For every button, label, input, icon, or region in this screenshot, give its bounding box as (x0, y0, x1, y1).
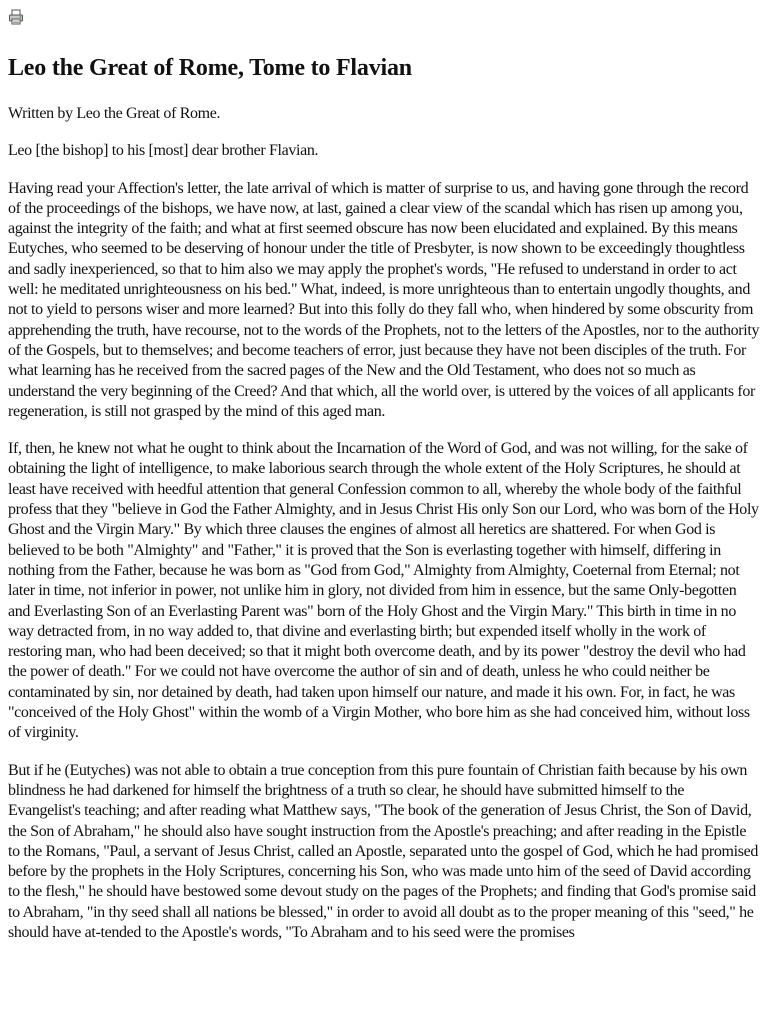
body-paragraph: But if he (Eutyches) was not able to obtain a true conception from this pure fountain of Christian faith because by his own blindness he had darkened for himself the brightness of a truth so clear, he should have submitted himself to the Evangelist's teaching; and after reading what Matthew says, "The book of the generation of Jesus Christ, the Son of David, the Son of Abraham," he should also have sought instruction from the Apostle's preaching; and after reading in the Epistle to the Romans, "Paul, a servant of Jesus Christ, called an Apostle, separated unto the gospel of God, which he had promised before by the prophets in the Holy Scriptures, concerning his Son, who was made unto him of the seed of David according to the flesh," he should have bestowed some devout study on the pages of the Prophets; and finding that God's promise said to Abraham, "in thy seed shall all nations be blessed," in order to avoid all doubt as to the proper meaning of this "seed," he should have at-tended to the Apostle's words, "To Abraham and to his seed were the promises (8, 761, 758, 941)
body-paragraph: Having read your Affection's letter, the late arrival of which is matter of surprise to us, and having gone through the record of the proceedings of the bishops, we have now, at last, gained a clear view of the scandal which has risen up among you, against the integrity of the faith; and what at first seemed obscure has now been elucidated and explained. By this means Eutyches, who seemed to be deserving of honour under the title of Presbyter, is now shown to be exceedingly thoughtless and sadly inexperienced, so that to him also we may apply the prophet's words, "He refused to understand in order to act well: he meditated unrighteousness on his bed." What, indeed, is more unrighteous than to entertain ungodly thoughts, and not to yield to persons wiser and more learned? But into this folly do they fall who, when hindered by some obscurity from apprehending the truth, have recourse, not to the words of the Prophets, not to the letters of the Apostles, nor to the authority of the Gospels, but to themselves; and become teachers of error, just because they have not been disciples of the truth. For what learning has he received from the sacred pages of the New and the Old Testament, who does not so much as understand the very beginning of the Creed? And that which, all the world over, is uttered by the voices of all applicants for regeneration, is still not grasped by the mind of this aged man. (8, 179, 760, 420)
printer-icon (8, 9, 24, 25)
author-line: Written by Leo the Great of Rome. (8, 105, 221, 122)
document-title: Leo the Great of Rome, Tome to Flavian (8, 55, 412, 81)
body-paragraph: If, then, he knew not what he ought to think about the Incarnation of the Word of God, and was not willing, for the sake of obtaining the light of intelligence, to make laborious search through the whole extent of the Holy Scriptures, he should at least have received with heedful attention that general Confession common to all, whereby the whole body of the faithful profess that they "believe in God the Father Almighty, and in Jesus Christ His only Son our Lord, who was born of the Holy Ghost and the Virgin Mary." By which three clauses the engines of almost all heretics are shattered. For when God is believed to be both "Almighty" and "Father," it is proved that the Son is everlasting together with himself, differing in nothing from the Father, because he was born as "God from God," Almighty from Almighty, Coeternal from Eternal; not later in time, not inferior in power, not unlike him in glory, not divided from him in essence, but the same Only-begotten and Everlasting Son of an Everlasting Parent was" born of the Holy Ghost and the Virgin Mary." This birth in time in no way detracted from, in no way added to, that divine and everlasting birth; but expended itself wholly in the work of restoring man, who had been deceived; so that it might both overcome death, and by its power "destroy the devil who had the power of death." For we could not have overcome the author of sin and of death, unless he who could neither be contaminated by sin, nor detained by death, had taken upon himself our nature, and made it his own. For, in fact, he was "conceived of the Holy Ghost" within the womb of a Virgin Mother, who bore him as she had conceived him, without loss of virginity. (8, 440, 759, 742)
salutation: Leo [the bishop] to his [most] dear brother Flavian. (8, 142, 319, 160)
print-button[interactable] (8, 9, 24, 25)
